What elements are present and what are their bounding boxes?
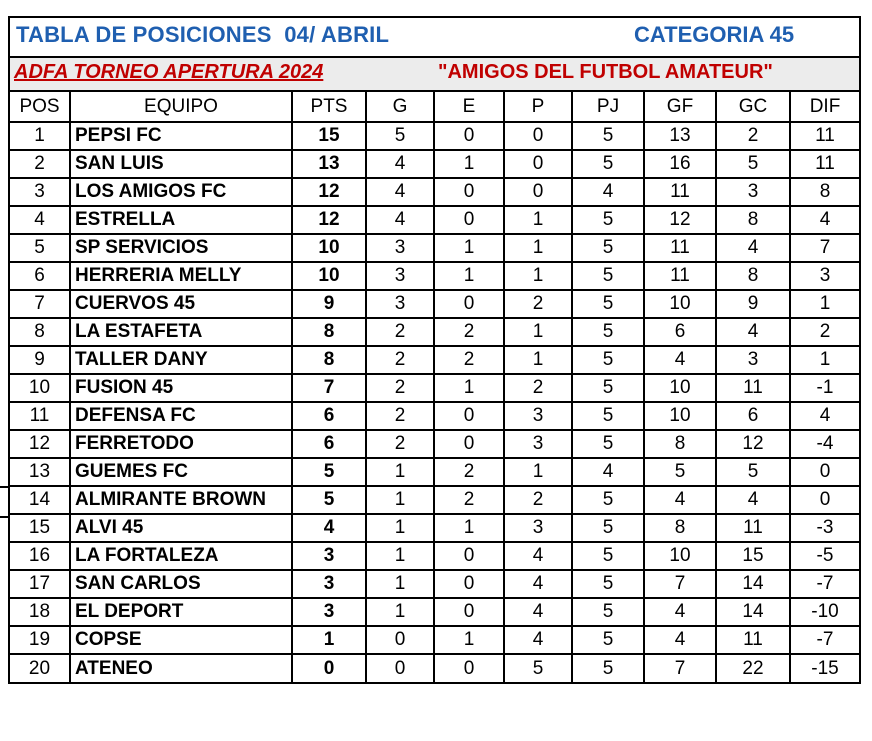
- team-cell: SAN CARLOS: [70, 570, 292, 598]
- table-row: [10, 626, 859, 654]
- goal-diff-cell: -10: [790, 598, 859, 626]
- lost-cell: 0: [504, 178, 572, 206]
- table-row: [10, 206, 859, 234]
- played-cell: 5: [572, 346, 644, 374]
- lost-cell: 0: [504, 150, 572, 178]
- goal-diff-cell: 3: [790, 262, 859, 290]
- lost-cell: 1: [504, 458, 572, 486]
- col-header-goal-diff: DIF: [790, 92, 859, 122]
- goal-diff-cell: 2: [790, 318, 859, 346]
- goals-for-cell: 7: [644, 570, 716, 598]
- lost-cell: 2: [504, 290, 572, 318]
- played-cell: 5: [572, 598, 644, 626]
- played-cell: 5: [572, 290, 644, 318]
- goals-for-cell: 7: [644, 654, 716, 682]
- pts-cell: 6: [292, 430, 366, 458]
- won-cell: 0: [366, 654, 434, 682]
- table-row: [10, 178, 859, 206]
- goals-for-cell: 10: [644, 374, 716, 402]
- goals-for-cell: 6: [644, 318, 716, 346]
- table-row: [10, 150, 859, 178]
- team-cell: DEFENSA FC: [70, 402, 292, 430]
- drawn-cell: 2: [434, 458, 504, 486]
- goals-for-cell: 4: [644, 598, 716, 626]
- won-cell: 2: [366, 346, 434, 374]
- played-cell: 5: [572, 374, 644, 402]
- lost-cell: 4: [504, 626, 572, 654]
- played-cell: 5: [572, 402, 644, 430]
- pos-cell: 19: [10, 626, 70, 654]
- col-header-lost: P: [504, 92, 572, 122]
- pos-cell: 18: [10, 598, 70, 626]
- drawn-cell: 1: [434, 514, 504, 542]
- pts-cell: 7: [292, 374, 366, 402]
- won-cell: 1: [366, 514, 434, 542]
- team-cell: ALMIRANTE BROWN: [70, 486, 292, 514]
- team-cell: ATENEO: [70, 654, 292, 682]
- drawn-cell: 1: [434, 234, 504, 262]
- header-row: [10, 92, 859, 122]
- won-cell: 3: [366, 290, 434, 318]
- pts-cell: 12: [292, 206, 366, 234]
- won-cell: 4: [366, 178, 434, 206]
- standings-table: [10, 92, 859, 682]
- table-row: [10, 290, 859, 318]
- goals-for-cell: 4: [644, 626, 716, 654]
- drawn-cell: 0: [434, 570, 504, 598]
- drawn-cell: 2: [434, 346, 504, 374]
- drawn-cell: 0: [434, 654, 504, 682]
- won-cell: 1: [366, 598, 434, 626]
- won-cell: 2: [366, 402, 434, 430]
- won-cell: 2: [366, 374, 434, 402]
- pts-cell: 3: [292, 598, 366, 626]
- lost-cell: 5: [504, 654, 572, 682]
- lost-cell: 4: [504, 542, 572, 570]
- pos-cell: 11: [10, 402, 70, 430]
- pos-cell: 17: [10, 570, 70, 598]
- pos-cell: 12: [10, 430, 70, 458]
- pts-cell: 12: [292, 178, 366, 206]
- pts-cell: 8: [292, 318, 366, 346]
- goals-for-cell: 10: [644, 402, 716, 430]
- pos-cell: 16: [10, 542, 70, 570]
- played-cell: 5: [572, 150, 644, 178]
- goals-for-cell: 4: [644, 346, 716, 374]
- goals-for-cell: 10: [644, 290, 716, 318]
- lost-cell: 0: [504, 122, 572, 150]
- drawn-cell: 0: [434, 290, 504, 318]
- goal-diff-cell: 1: [790, 346, 859, 374]
- goal-diff-cell: -3: [790, 514, 859, 542]
- team-cell: SAN LUIS: [70, 150, 292, 178]
- won-cell: 1: [366, 542, 434, 570]
- played-cell: 5: [572, 122, 644, 150]
- pos-cell: 1: [10, 122, 70, 150]
- lost-cell: 2: [504, 374, 572, 402]
- table-row: [10, 542, 859, 570]
- goals-for-cell: 8: [644, 430, 716, 458]
- lost-cell: 1: [504, 318, 572, 346]
- team-cell: LA ESTAFETA: [70, 318, 292, 346]
- goals-against-cell: 11: [716, 626, 790, 654]
- played-cell: 5: [572, 262, 644, 290]
- team-cell: LA FORTALEZA: [70, 542, 292, 570]
- team-cell: HERRERIA MELLY: [70, 262, 292, 290]
- won-cell: 1: [366, 458, 434, 486]
- goals-for-cell: 10: [644, 542, 716, 570]
- goals-for-cell: 16: [644, 150, 716, 178]
- won-cell: 1: [366, 486, 434, 514]
- col-header-pos: POS: [10, 92, 70, 122]
- team-cell: LOS AMIGOS FC: [70, 178, 292, 206]
- goals-against-cell: 3: [716, 178, 790, 206]
- pts-cell: 4: [292, 514, 366, 542]
- pos-cell: 6: [10, 262, 70, 290]
- table-row: [10, 598, 859, 626]
- won-cell: 5: [366, 122, 434, 150]
- drawn-cell: 2: [434, 318, 504, 346]
- goals-against-cell: 14: [716, 598, 790, 626]
- subtitle-row: [10, 58, 859, 92]
- goals-against-cell: 3: [716, 346, 790, 374]
- goals-against-cell: 11: [716, 374, 790, 402]
- played-cell: 5: [572, 542, 644, 570]
- pos-cell: 3: [10, 178, 70, 206]
- lost-cell: 1: [504, 262, 572, 290]
- goal-diff-cell: -7: [790, 626, 859, 654]
- drawn-cell: 1: [434, 150, 504, 178]
- drawn-cell: 0: [434, 206, 504, 234]
- goal-diff-cell: 0: [790, 458, 859, 486]
- lost-cell: 1: [504, 346, 572, 374]
- table-row: [10, 570, 859, 598]
- team-cell: ESTRELLA: [70, 206, 292, 234]
- goals-for-cell: 13: [644, 122, 716, 150]
- pos-cell: 4: [10, 206, 70, 234]
- pts-cell: 10: [292, 262, 366, 290]
- goal-diff-cell: -4: [790, 430, 859, 458]
- pos-cell: 5: [10, 234, 70, 262]
- pos-cell: 10: [10, 374, 70, 402]
- pos-cell: 8: [10, 318, 70, 346]
- goals-against-cell: 4: [716, 234, 790, 262]
- goal-diff-cell: -15: [790, 654, 859, 682]
- pos-cell: 13: [10, 458, 70, 486]
- pos-cell: 7: [10, 290, 70, 318]
- table-row: [10, 122, 859, 150]
- goals-against-cell: 8: [716, 206, 790, 234]
- table-row: [10, 318, 859, 346]
- pts-cell: 3: [292, 570, 366, 598]
- col-header-played: PJ: [572, 92, 644, 122]
- pos-cell: 20: [10, 654, 70, 682]
- goals-against-cell: 8: [716, 262, 790, 290]
- drawn-cell: 0: [434, 122, 504, 150]
- table-row: [10, 514, 859, 542]
- lost-cell: 3: [504, 514, 572, 542]
- goals-against-cell: 4: [716, 318, 790, 346]
- lost-cell: 1: [504, 234, 572, 262]
- played-cell: 5: [572, 430, 644, 458]
- lost-cell: 3: [504, 430, 572, 458]
- pts-cell: 0: [292, 654, 366, 682]
- played-cell: 5: [572, 626, 644, 654]
- goals-against-cell: 9: [716, 290, 790, 318]
- goals-against-cell: 12: [716, 430, 790, 458]
- table-row: [10, 262, 859, 290]
- played-cell: 5: [572, 234, 644, 262]
- pos-cell: 9: [10, 346, 70, 374]
- goals-against-cell: 2: [716, 122, 790, 150]
- col-header-goals-for: GF: [644, 92, 716, 122]
- played-cell: 5: [572, 486, 644, 514]
- table-row: [10, 234, 859, 262]
- drawn-cell: 0: [434, 542, 504, 570]
- organization-name: "AMIGOS DEL FUTBOL AMATEUR": [438, 61, 773, 83]
- pos-cell: 15: [10, 514, 70, 542]
- goals-for-cell: 11: [644, 234, 716, 262]
- goals-for-cell: 12: [644, 206, 716, 234]
- table-row: [10, 458, 859, 486]
- drawn-cell: 0: [434, 402, 504, 430]
- goals-for-cell: 11: [644, 178, 716, 206]
- lost-cell: 2: [504, 486, 572, 514]
- tournament-name: ADFA TORNEO APERTURA 2024: [14, 61, 324, 83]
- goals-against-cell: 4: [716, 486, 790, 514]
- played-cell: 5: [572, 570, 644, 598]
- category-label: CATEGORIA 45: [634, 22, 795, 47]
- drawn-cell: 2: [434, 486, 504, 514]
- won-cell: 3: [366, 262, 434, 290]
- pts-cell: 10: [292, 234, 366, 262]
- pts-cell: 9: [292, 290, 366, 318]
- title-row: [10, 18, 859, 58]
- goal-diff-cell: 4: [790, 402, 859, 430]
- won-cell: 1: [366, 570, 434, 598]
- goals-for-cell: 5: [644, 458, 716, 486]
- goal-diff-cell: 7: [790, 234, 859, 262]
- margin-tick: [0, 486, 8, 488]
- drawn-cell: 1: [434, 262, 504, 290]
- won-cell: 2: [366, 318, 434, 346]
- goals-against-cell: 22: [716, 654, 790, 682]
- goals-against-cell: 11: [716, 514, 790, 542]
- goals-against-cell: 14: [716, 570, 790, 598]
- table-row: [10, 374, 859, 402]
- pts-cell: 13: [292, 150, 366, 178]
- goal-diff-cell: 8: [790, 178, 859, 206]
- lost-cell: 3: [504, 402, 572, 430]
- team-cell: SP SERVICIOS: [70, 234, 292, 262]
- goal-diff-cell: 4: [790, 206, 859, 234]
- table-row: [10, 486, 859, 514]
- pts-cell: 3: [292, 542, 366, 570]
- won-cell: 4: [366, 206, 434, 234]
- table-row: [10, 430, 859, 458]
- pts-cell: 6: [292, 402, 366, 430]
- team-cell: ALVI 45: [70, 514, 292, 542]
- team-cell: TALLER DANY: [70, 346, 292, 374]
- pts-cell: 8: [292, 346, 366, 374]
- played-cell: 5: [572, 318, 644, 346]
- drawn-cell: 0: [434, 598, 504, 626]
- goal-diff-cell: 11: [790, 150, 859, 178]
- col-header-team: EQUIPO: [70, 92, 292, 122]
- goals-against-cell: 6: [716, 402, 790, 430]
- won-cell: 2: [366, 430, 434, 458]
- drawn-cell: 0: [434, 430, 504, 458]
- drawn-cell: 1: [434, 626, 504, 654]
- played-cell: 5: [572, 654, 644, 682]
- played-cell: 5: [572, 206, 644, 234]
- drawn-cell: 0: [434, 178, 504, 206]
- goal-diff-cell: -7: [790, 570, 859, 598]
- standings-body: [10, 122, 859, 682]
- lost-cell: 4: [504, 598, 572, 626]
- col-header-pts: PTS: [292, 92, 366, 122]
- table-row: [10, 654, 859, 682]
- team-cell: EL DEPORT: [70, 598, 292, 626]
- goal-diff-cell: -1: [790, 374, 859, 402]
- margin-tick: [0, 516, 8, 518]
- standings-sheet: [8, 16, 861, 684]
- pos-cell: 14: [10, 486, 70, 514]
- goal-diff-cell: 0: [790, 486, 859, 514]
- goal-diff-cell: -5: [790, 542, 859, 570]
- won-cell: 0: [366, 626, 434, 654]
- won-cell: 4: [366, 150, 434, 178]
- col-header-won: G: [366, 92, 434, 122]
- team-cell: FERRETODO: [70, 430, 292, 458]
- team-cell: COPSE: [70, 626, 292, 654]
- played-cell: 4: [572, 458, 644, 486]
- team-cell: GUEMES FC: [70, 458, 292, 486]
- table-row: [10, 346, 859, 374]
- drawn-cell: 1: [434, 374, 504, 402]
- goals-against-cell: 5: [716, 458, 790, 486]
- pts-cell: 5: [292, 458, 366, 486]
- pts-cell: 1: [292, 626, 366, 654]
- played-cell: 5: [572, 514, 644, 542]
- played-cell: 4: [572, 178, 644, 206]
- goals-for-cell: 11: [644, 262, 716, 290]
- won-cell: 3: [366, 234, 434, 262]
- goals-for-cell: 4: [644, 486, 716, 514]
- team-cell: PEPSI FC: [70, 122, 292, 150]
- sheet-title: TABLA DE POSICIONES 04/ ABRIL: [16, 22, 390, 47]
- pts-cell: 5: [292, 486, 366, 514]
- team-cell: CUERVOS 45: [70, 290, 292, 318]
- lost-cell: 1: [504, 206, 572, 234]
- table-row: [10, 402, 859, 430]
- pos-cell: 2: [10, 150, 70, 178]
- pts-cell: 15: [292, 122, 366, 150]
- goals-for-cell: 8: [644, 514, 716, 542]
- lost-cell: 4: [504, 570, 572, 598]
- goal-diff-cell: 11: [790, 122, 859, 150]
- col-header-drawn: E: [434, 92, 504, 122]
- team-cell: FUSION 45: [70, 374, 292, 402]
- goals-against-cell: 15: [716, 542, 790, 570]
- goals-against-cell: 5: [716, 150, 790, 178]
- col-header-goals-against: GC: [716, 92, 790, 122]
- goal-diff-cell: 1: [790, 290, 859, 318]
